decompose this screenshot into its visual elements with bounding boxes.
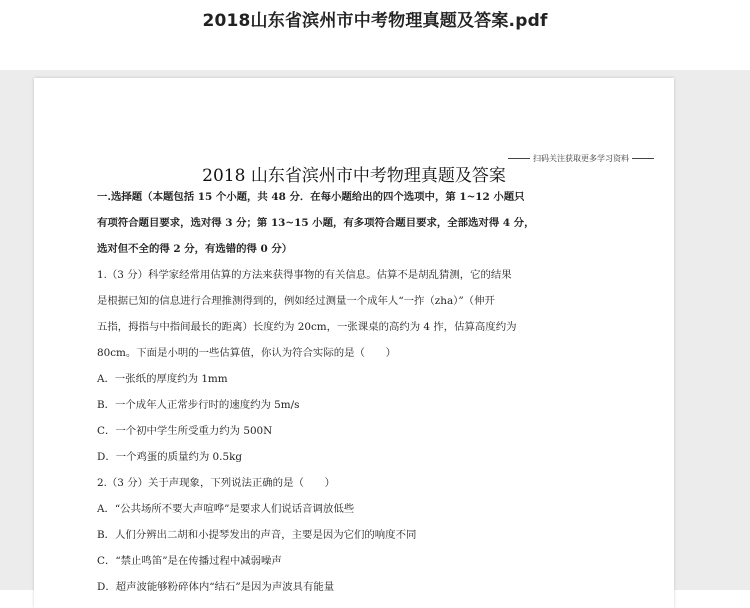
document-content <box>97 184 581 600</box>
section-header-line: 有项符合题目要求，选对得 3 分；第 13~15 小题，有多项符合题目要求，全部选对得 4 分， <box>97 217 535 229</box>
document-title: 2018 山东省滨州市中考物理真题及答案 <box>202 166 506 186</box>
dash-left <box>508 158 530 159</box>
question-1-stem-line: 1.（3 分）科学家经常用估算的方法来获得事物的有关信息。估算不是胡乱猜测，它的结果 <box>97 269 512 281</box>
dash-right <box>632 158 654 159</box>
question-1-option-d: D．一个鸡蛋的质量约为 0.5kg <box>97 451 243 463</box>
question-1-stem-line: 80cm。下面是小明的一些估算值，你认为符合实际的是（ ） <box>97 347 397 359</box>
promo-text: 扫码关注获取更多学习资料 <box>533 154 629 163</box>
file-title: 2018山东省滨州市中考物理真题及答案.pdf <box>202 11 548 31</box>
question-1-option-a: A．一张纸的厚度约为 1mm <box>97 373 228 385</box>
viewer-header <box>0 0 750 70</box>
section-header-line: 选对但不全的得 2 分，有选错的得 0 分） <box>97 243 293 255</box>
question-1-stem-line: 五指，拇指与中指间最长的距离）长度约为 20cm，一张课桌的高约为 4 拃，估算高度约为 <box>97 321 517 333</box>
question-1-stem-line: 是根据已知的信息进行合理推测得到的，例如经过测量一个成年人“一拃（zha）”（伸开 <box>97 295 495 307</box>
question-2-option-c: C．“禁止鸣笛”是在传播过程中减弱噪声 <box>97 555 282 567</box>
question-2-option-b: B．人们分辨出二胡和小提琴发出的声音，主要是因为它们的响度不同 <box>97 529 417 541</box>
section-header-line: 一.选择题（本题包括 15 个小题，共 48 分．在每小题给出的四个选项中，第 1~12 小题只 <box>97 191 525 203</box>
question-1-option-b: B．一个成年人正常步行时的速度约为 5m/s <box>97 399 300 411</box>
question-2-option-a: A．“公共场所不要大声喧哗”是要求人们说话音调放低些 <box>97 503 355 515</box>
question-2-stem: 2.（3 分）关于声现象，下列说法正确的是（ ） <box>97 477 336 489</box>
question-2-option-d: D．超声波能够粉碎体内“结石”是因为声波具有能量 <box>97 581 335 593</box>
question-1-option-c: C．一个初中学生所受重力约为 500N <box>97 425 273 437</box>
